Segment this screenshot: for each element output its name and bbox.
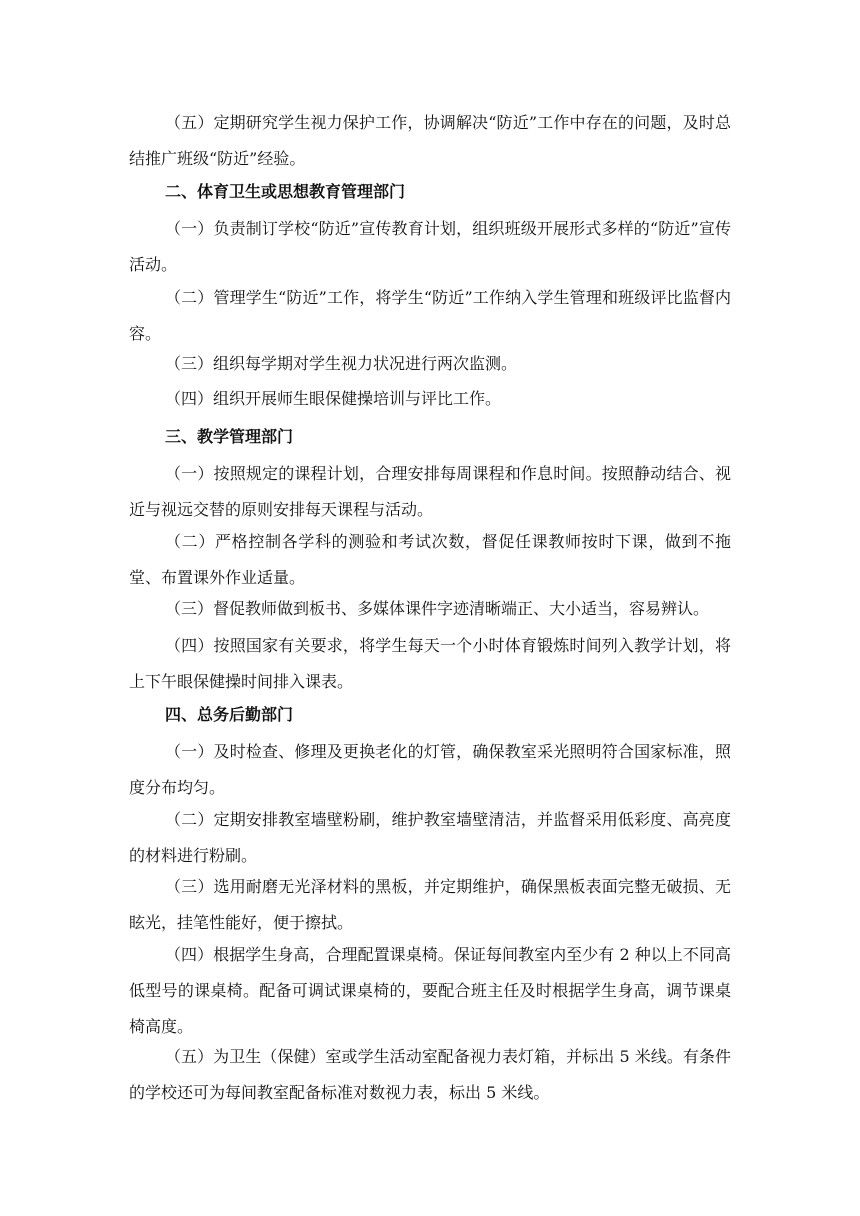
paragraph-section4-item5: （五）为卫生（保健）室或学生活动室配备视力表灯箱，并标出 5 米线。有条件的学校还可为每间教室配备标准对数视力表，标出 5 米线。: [129, 1047, 731, 1102]
paragraph-section1-item5: （五）定期研究学生视力保护工作，协调解决“防近”工作中存在的问题，及时总结推广班级“防近”经验。: [129, 113, 731, 168]
paragraph-section2-item1: （一）负责制订学校“防近”宣传教育计划，组织班级开展形式多样的“防近”宣传活动。: [129, 219, 731, 274]
section-heading-logistics: 四、总务后勤部门: [165, 705, 294, 724]
paragraph-section3-item2: （二）严格控制各学科的测验和考试次数，督促任课教师按时下课，做到不拖堂、布置课外作业适量。: [129, 532, 731, 587]
paragraph-section3-item1: （一）按照规定的课程计划，合理安排每周课程和作息时间。按照静动结合、视近与视远交替的原则安排每天课程与活动。: [129, 464, 731, 519]
paragraph-section4-item1: （一）及时检查、修理及更换老化的灯管，确保教室采光照明符合国家标准，照度分布均匀。: [129, 742, 731, 797]
paragraph-section4-item4: （四）根据学生身高，合理配置课桌椅。保证每间教室内至少有 2 种以上不同高低型号的课桌椅。配备可调试课桌椅的，要配合班主任及时根据学生身高，调节课桌椅高度。: [129, 945, 731, 1036]
paragraph-section4-item2: （二）定期安排教室墙壁粉刷，维护教室墙壁清洁，并监督采用低彩度、高亮度的材料进行粉刷。: [129, 810, 731, 865]
paragraph-section4-item3: （三）选用耐磨无光泽材料的黑板，并定期维护，确保黑板表面完整无破损、无眩光，挂笔性能好，便于擦拭。: [129, 877, 731, 932]
paragraph-section2-item3: （三）组织每学期对学生视力状况进行两次监测。: [165, 354, 518, 373]
section-heading-teaching: 三、教学管理部门: [165, 427, 294, 446]
paragraph-section3-item4: （四）按照国家有关要求，将学生每天一个小时体育锻炼时间列入教学计划，将上下午眼保健操时间排入课表。: [129, 636, 731, 691]
paragraph-section2-item2: （二）管理学生“防近”工作，将学生“防近”工作纳入学生管理和班级评比监督内容。: [129, 288, 731, 343]
section-heading-sports-health: 二、体育卫生或思想教育管理部门: [165, 182, 406, 201]
paragraph-section3-item3: （三）督促教师做到板书、多媒体课件字迹清晰端正、大小适当，容易辨认。: [165, 599, 710, 618]
paragraph-section2-item4: （四）组织开展师生眼保健操培训与评比工作。: [165, 389, 502, 408]
